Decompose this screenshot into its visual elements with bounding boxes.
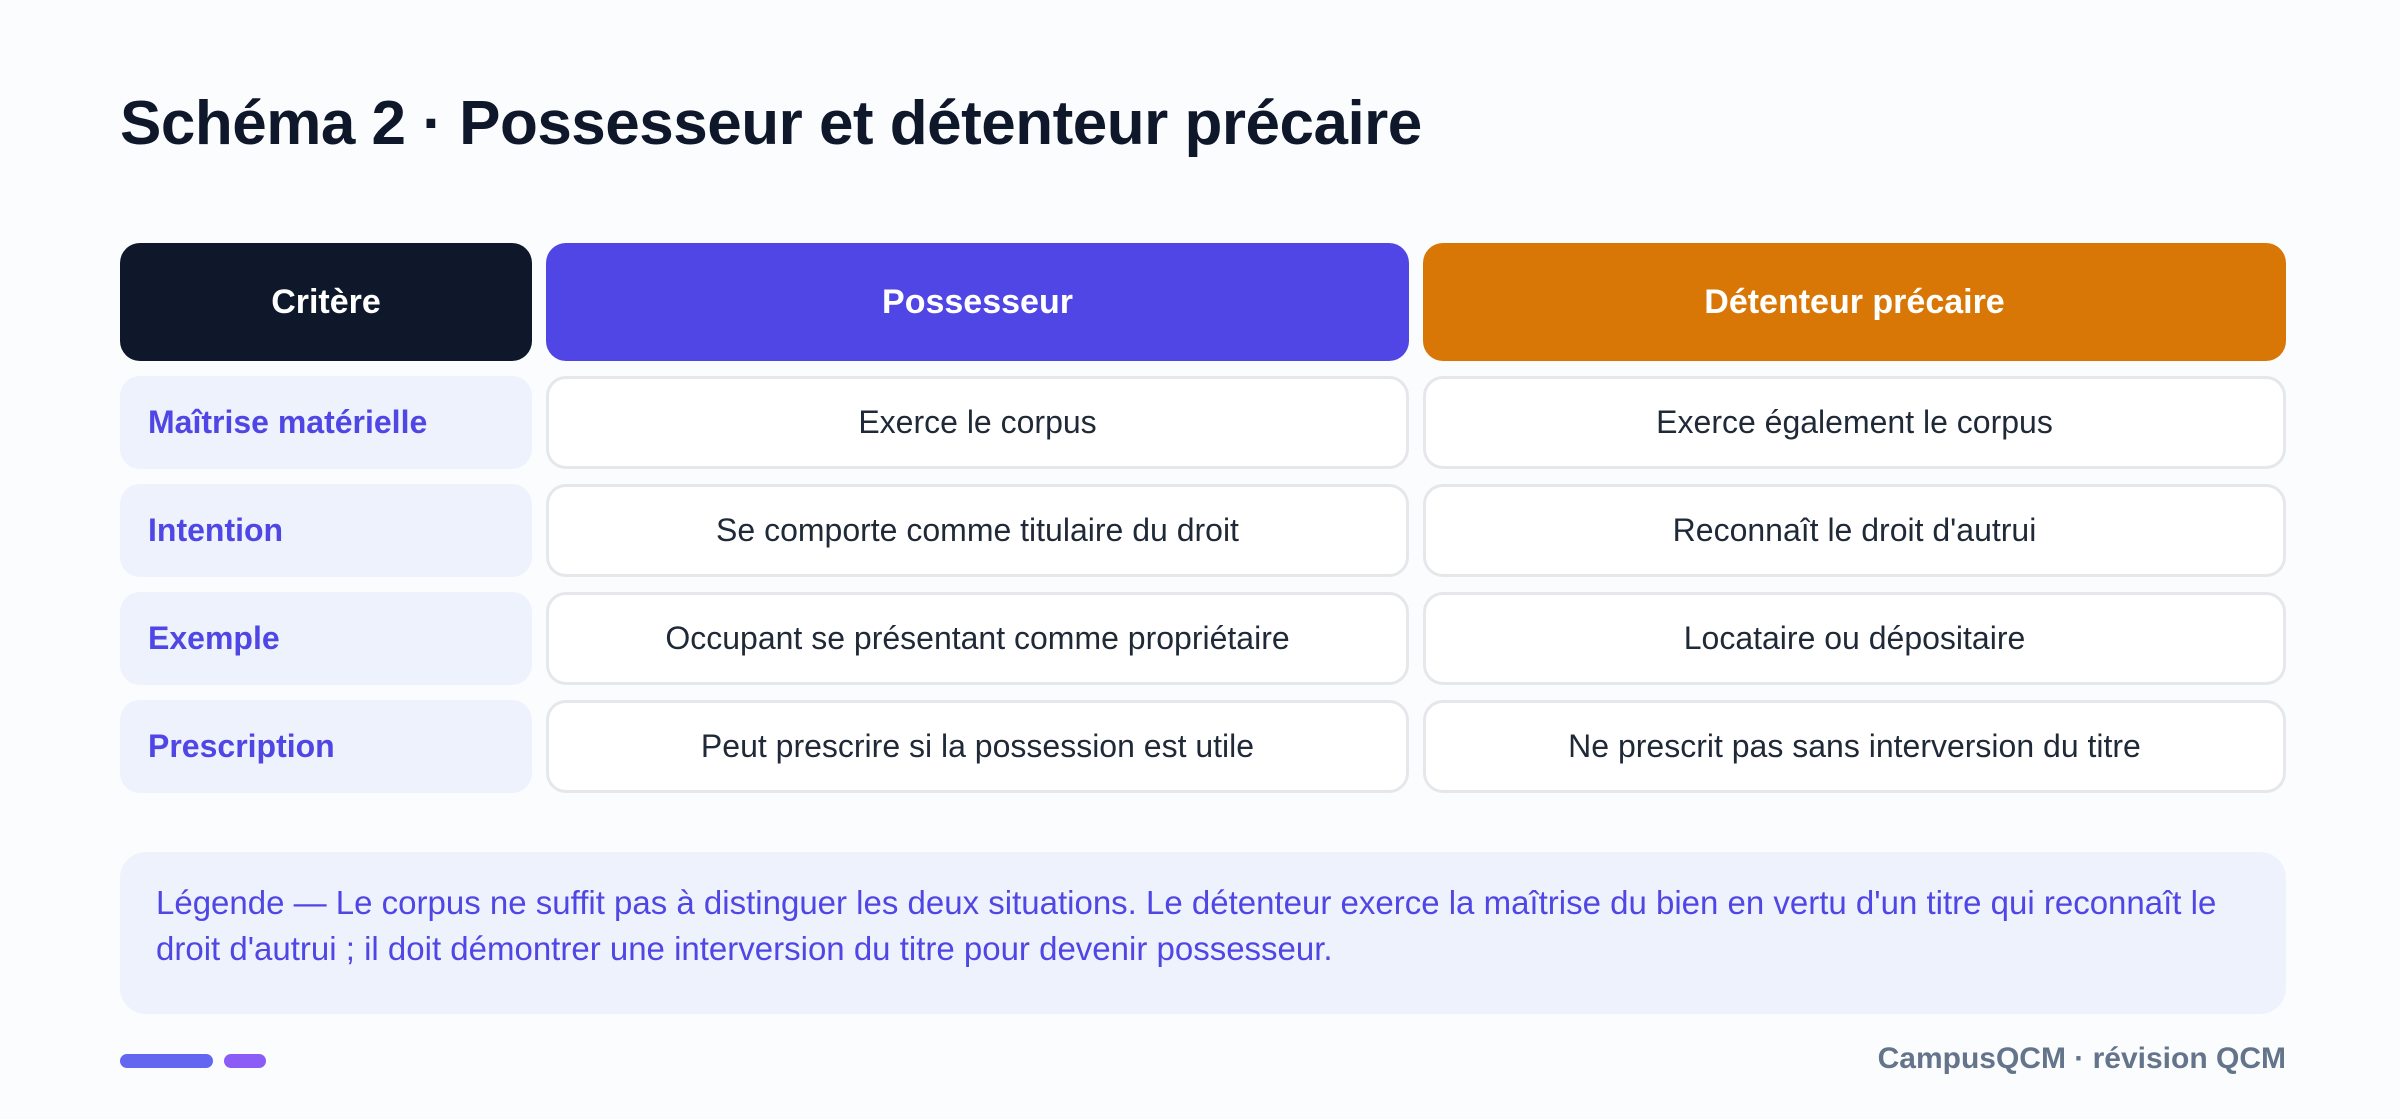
- footer-brand: CampusQCM · révision QCM: [1877, 1042, 2286, 1075]
- legend-box: Légende — Le corpus ne suffit pas à distinguer les deux situations. Le détenteur exerce la maîtrise du bien en vertu d'un titre qui reconnaît le droit d'autrui ; il doit démontrer une interversion du titre pour devenir possesseur.: [120, 852, 2286, 1014]
- possessor-example: Occupant se présentant comme propriétaire: [546, 592, 1409, 685]
- possessor-prescription: Peut prescrire si la possession est utile: [546, 700, 1409, 793]
- header-precarious-holder: Détenteur précaire: [1423, 243, 2286, 361]
- accent-pill-secondary: [224, 1054, 266, 1068]
- comparison-table: [120, 243, 2286, 793]
- possessor-intention: Se comporte comme titulaire du droit: [546, 484, 1409, 577]
- holder-material-control: Exerce également le corpus: [1423, 376, 2286, 469]
- holder-prescription: Ne prescrit pas sans interversion du titre: [1423, 700, 2286, 793]
- criterion-material-control: Maîtrise matérielle: [120, 376, 532, 469]
- holder-example: Locataire ou dépositaire: [1423, 592, 2286, 685]
- criterion-prescription: Prescription: [120, 700, 532, 793]
- accent-pill-primary: [120, 1054, 213, 1068]
- holder-intention: Reconnaît le droit d'autrui: [1423, 484, 2286, 577]
- possessor-material-control: Exerce le corpus: [546, 376, 1409, 469]
- page-title: Schéma 2 · Possesseur et détenteur précaire: [120, 89, 1422, 158]
- header-possessor: Possesseur: [546, 243, 1409, 361]
- criterion-example: Exemple: [120, 592, 532, 685]
- header-criterion: Critère: [120, 243, 532, 361]
- criterion-intention: Intention: [120, 484, 532, 577]
